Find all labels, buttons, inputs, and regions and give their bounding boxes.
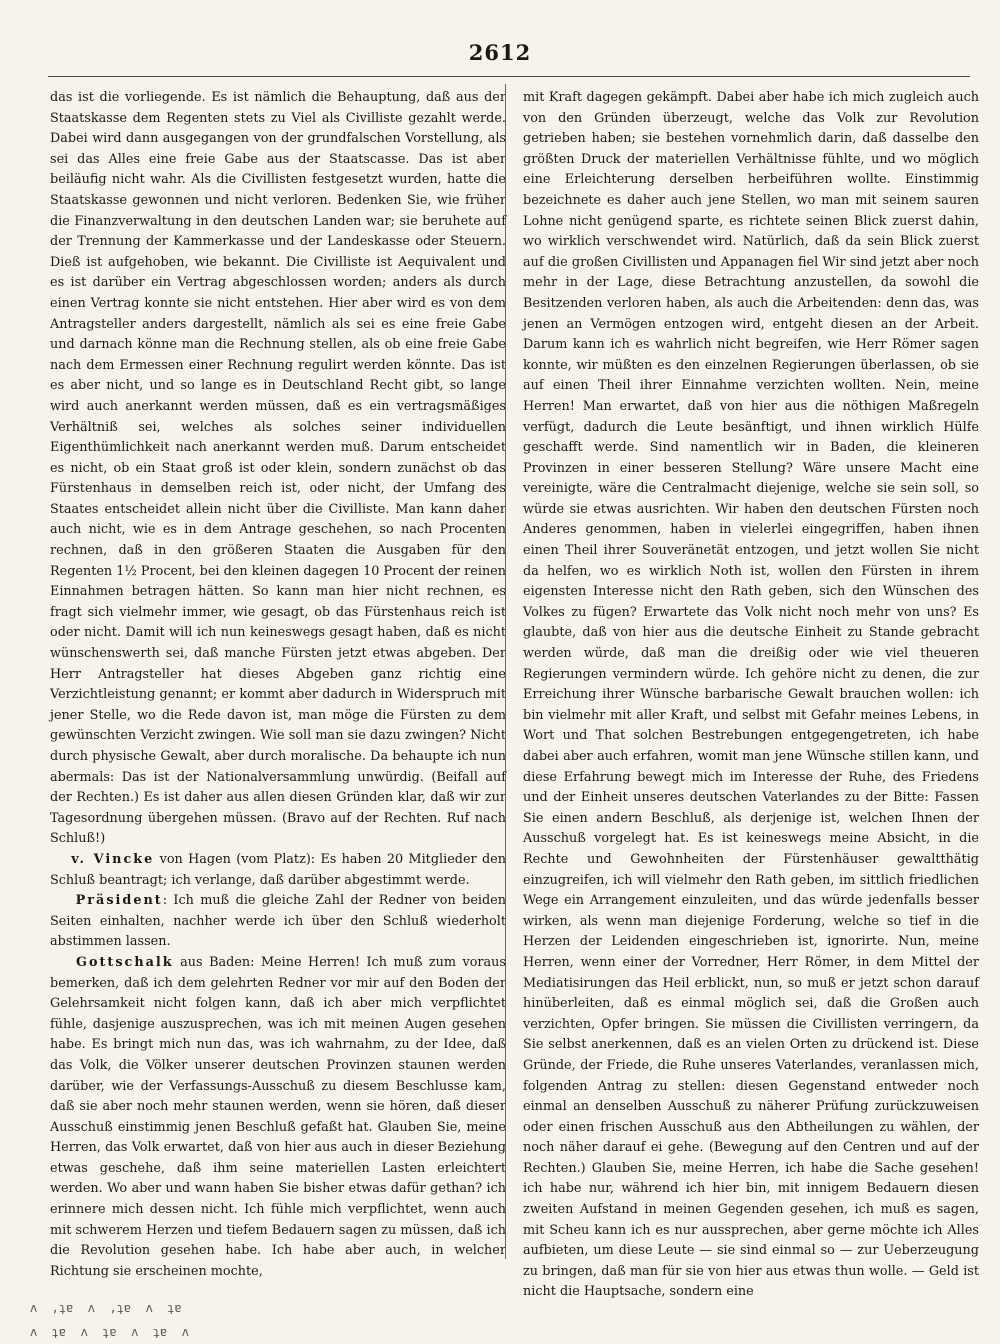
- bleed-through-text: [30, 1296, 189, 1344]
- paragraph-speech-continuation: das ist die vorliegende. Es ist nämlich die Behauptung, daß aus der Staatskasse dem Regenten stets zu Viel als Civilliste gezahlt werde. Dabei wird dann ausgegangen von der grundfalschen Vorstellung, als sei das Alles eine freie Gabe aus der Staatscasse. Das ist aber beiläufig nicht wahr. Als die Civillisten festgesetzt wurden, hatte die Staatskasse gewonnen und nicht verloren. Bedenken Sie, wie früher die Finanzverwaltung in den deutschen Landen war; sie beruhete auf der Trennung der Kammerkasse und der Landeskasse oder Steuern. Dieß ist aufgehoben, wie bekannt. Die Civilliste ist Aequivalent und es ist darüber ein Vertrag abgeschlossen worden; anders als durch einen Vertrag konnte sie nicht entstehen. Hier aber wird es von dem Antragsteller anders dargestellt, nämlich als sei es eine freie Gabe und darnach könne man die Rechnung stellen, als ob eine freie Gabe nach dem Ermessen einer Rechnung regulirt werden könnte. Das ist es aber nicht, und so lange es in Deutschland Recht gibt, so lange wird auch anerkannt werden müssen, daß es ein vertragsmäßiges Verhältniß sei, welches als solches seiner individuellen Eigenthümlichkeit nach anerkannt werden muß. Darum entscheidet es nicht, ob ein Staat groß ist oder klein, sondern zunächst ob das Fürstenhaus in demselben reich ist, oder nicht, der Umfang des Staates entscheidet allein nicht über die Civilliste. Man kann daher auch nicht, wie es in dem Antrage geschehen, so nach Procenten rechnen, daß in den größeren Staaten die Ausgaben für den Regenten 1½ Procent, bei den kleinen dagegen 10 Procent der reinen Einnahmen betragen hätten. So kann man hier nicht rechnen, es fragt sich vielmehr immer, wie gesagt, ob das Fürstenhaus reich ist oder nicht. Damit will ich nun keineswegs gesagt haben, daß es nicht wünschenswerth sei, daß manche Fürsten jetzt etwas abgeben. Der Herr Antragsteller hat dieses Abgeben ganz richtig eine Verzichtleistung genannt; er kommt aber dadurch in Widerspruch mit jener Stelle, wo die Rede davon ist, man möge die Fürsten zu dem gewünschten Verzicht zwingen. Wie soll man sie dazu zwingen? Nicht durch physische Gewalt, aber durch moralische. Da behaupte ich nun abermals: Das ist der Nationalversammlung unwürdig. (Beifall auf der Rechten.) Es ist daher aus allen diesen Gründen klar, daß wir zur Tagesordnung übergehen müssen. (Bravo auf der Rechten. Ruf nach Schluß!): [50, 90, 506, 847]
- speech-text: aus Baden: Meine Herren! Ich muß zum voraus bemerken, daß ich dem gelehrten Redner vor mir auf den Boden der Gelehrsamkeit nicht folgen kann, daß ich aber mich verpflichtet fühle, dasjenige auszusprechen, was ich mit meinen Augen gesehen habe. Es bringt mich nun das, was ich wahrnahm, zu der Idee, daß das Volk, die Völker unserer deutschen Provinzen staunen werden darüber, wie der Verfassungs-Ausschuß zu diesem Beschlusse kam, daß sie aber noch mehr staunen werden, wenn sie hören, daß dieser Ausschuß einstimmig jenen Beschluß gefaßt hat. Glauben Sie, meine Herren, das Volk erwartet, daß von hier aus auch in dieser Beziehung etwas geschehe, daß ihm seine materiellen Lasten erleichtert werden. Wo aber und wann haben Sie bisher etwas dafür gethan? ich erinnere mich dessen nicht. Ich fühle mich verpflichtet, wenn auch mit schwerem Herzen und tiefem Bedauern sagen zu müssen, daß ich die Revolution gesehen habe. Ich habe aber auch, in welcher Richtung sie erscheinen mochte,: [50, 954, 506, 1279]
- page-number: 2612: [468, 40, 532, 65]
- right-column: [523, 88, 979, 1303]
- speaker-name: v. Vincke: [71, 851, 155, 867]
- speaker-name: Gottschalk: [76, 954, 174, 970]
- paragraph-president: [50, 891, 506, 953]
- bleed-through-line: ʌ ʇɐ ʌ ʇɐ ʌ ʇɐ ʌ: [30, 1325, 189, 1339]
- paragraph-gottschalk-continuation: mit Kraft dagegen gekämpft. Dabei aber habe ich mich zugleich auch von den Gründen überzeugt, welche das Volk zur Revolution getrieben haben; sie bestehen vornehmlich darin, daß dasselbe den größten Druck der materiellen Verhältnisse fühlte, und wo möglich eine Erleichterung derselben herbeiführen wollte. Einstimmig bezeichnete es daher auch jene Stellen, wo man mit seinem sauren Lohne nicht genügend sparte, es richtete seinen Blick zuerst dahin, wo wirklich verschwendet wird. Natürlich, daß da sein Blick zuerst auf die großen Civillisten und Appanagen fiel Wir sind jetzt aber noch mehr in der Lage, diese Betrachtung anzustellen, da sowohl die Besitzenden verloren haben, als auch die Arbeitenden: denn das, was jenen an Vermögen entzogen wird, entgeht diesen an der Arbeit. Darum kann ich es wahrlich nicht begreifen, wie Herr Römer sagen konnte, wir müßten es den einzelnen Regierungen überlassen, ob sie auf einen Theil ihrer Einnahme verzichten wollten. Nein, meine Herren! Man erwartet, daß von hier aus die nöthigen Maßregeln verfügt, dadurch die Leute besänftigt, und ihnen wirklich Hülfe geschafft werde. Sind namentlich wir in Baden, die kleineren Provinzen in einer besseren Stellung? Wäre unsere Macht eine vereinigte, wäre die Centralmacht diejenige, welche sie sein soll, so würde sie etwas ausrichten. Wir haben den deutschen Fürsten noch Anderes genommen, haben in vielerlei eingegriffen, haben ihnen einen Theil ihrer Souveränetät entzogen, und jetzt wollen Sie nicht da helfen, wo es wirklich Noth ist, wollen den Fürsten in ihrem eigensten Interesse nicht den Rath geben, sich den Wünschen des Volkes zu fügen? Erwartete das Volk nicht noch mehr von uns? Es glaubte, daß von hier aus die deutsche Einheit zu Stande gebracht werden würde, daß man die dreißig oder wie viel theueren Regierungen vermindern würde. Ich gehöre nicht zu denen, die zur Erreichung ihrer Wünsche barbarische Gewalt brauchen wollen: ich bin vielmehr mit aller Kraft, und selbst mit Gefahr meines Lebens, in Wort und That solchen Bestrebungen entgegengetreten, ich habe dabei aber auch erfahren, womit man jene Wünsche stillen kann, und diese Erfahrung bewegt mich im Interesse der Ruhe, des Friedens und der Einheit unseres deutschen Vaterlandes zu der Bitte: Fassen Sie einen andern Beschluß, als derjenige ist, welchen Ihnen der Ausschuß vorgelegt hat. Es ist keineswegs meine Absicht, in die Rechte und Gewohnheiten der Fürstenhäuser gewaltthätig einzugreifen, ich will vielmehr den Rath geben, im sittlich friedlichen Wege ein Arrangement einzuleiten, und das würde jedenfalls besser wirken, als wenn man diejenige Forderung, welche so tief in die Herzen der Leidenden eingeschrieben ist, ignorirte. Nun, meine Herren, wenn einer der Vorredner, Herr Römer, in dem Mittel der Mediatisirungen das Heil erblickt, nun, so muß er jetzt schon darauf hinüberleiten, daß es einmal möglich sei, daß die Großen auch verzichten, Opfer bringen. Sie müssen die Civillisten verringern, da Sie selbst anerkennen, daß es an vielen Orten zu drückend ist. Diese Gründe, der Friede, die Ruhe unseres Vaterlandes, veranlassen mich, folgenden Antrag zu stellen: diesen Gegenstand entweder noch einmal an denselben Ausschuß zu näherer Prüfung zurückzuweisen oder einen frischen Ausschuß aus den Abtheilungen zu wählen, der noch näher darauf ei gehe. (Bewegung auf den Centren und auf der Rechten.) Glauben Sie, meine Herren, ich habe die Sache gesehen! ich habe nur, während ich hier bin, mit innigem Bedauern diesen zweiten Aufstand in meinen Gegenden gesehen, ich muß es sagen, mit Scheu kann ich es nur aussprechen, aber gerne möchte ich Alles aufbieten, um diese Leute — sie sind einmal so — zur Ueberzeugung zu bringen, daß man für sie von hier aus etwas thun wolle. — Geld ist nicht die Hauptsache, sondern eine: [523, 90, 979, 1300]
- bleed-through-line: ʌ ‚ʇɐ ʌ ‚ʇɐ ʌ ʇɐ: [30, 1301, 182, 1315]
- speech-text: von Hagen (vom Platz): Es haben 20 Mitglieder den Schluß beantragt; ich verlange, daß darüber abgestimmt werde.: [50, 851, 506, 888]
- paragraph-gottschalk: [50, 953, 506, 1283]
- left-column: [50, 88, 506, 1282]
- paragraph-vincke: [50, 850, 506, 891]
- speech-text: : Ich muß die gleiche Zahl der Redner von beiden Seiten einhalten, nachher werde ich über den Schluß wiederholt abstimmen lassen.: [50, 893, 506, 950]
- speaker-name: Präsident: [75, 893, 163, 909]
- column-divider: [505, 84, 506, 1259]
- header-rule: [48, 76, 970, 77]
